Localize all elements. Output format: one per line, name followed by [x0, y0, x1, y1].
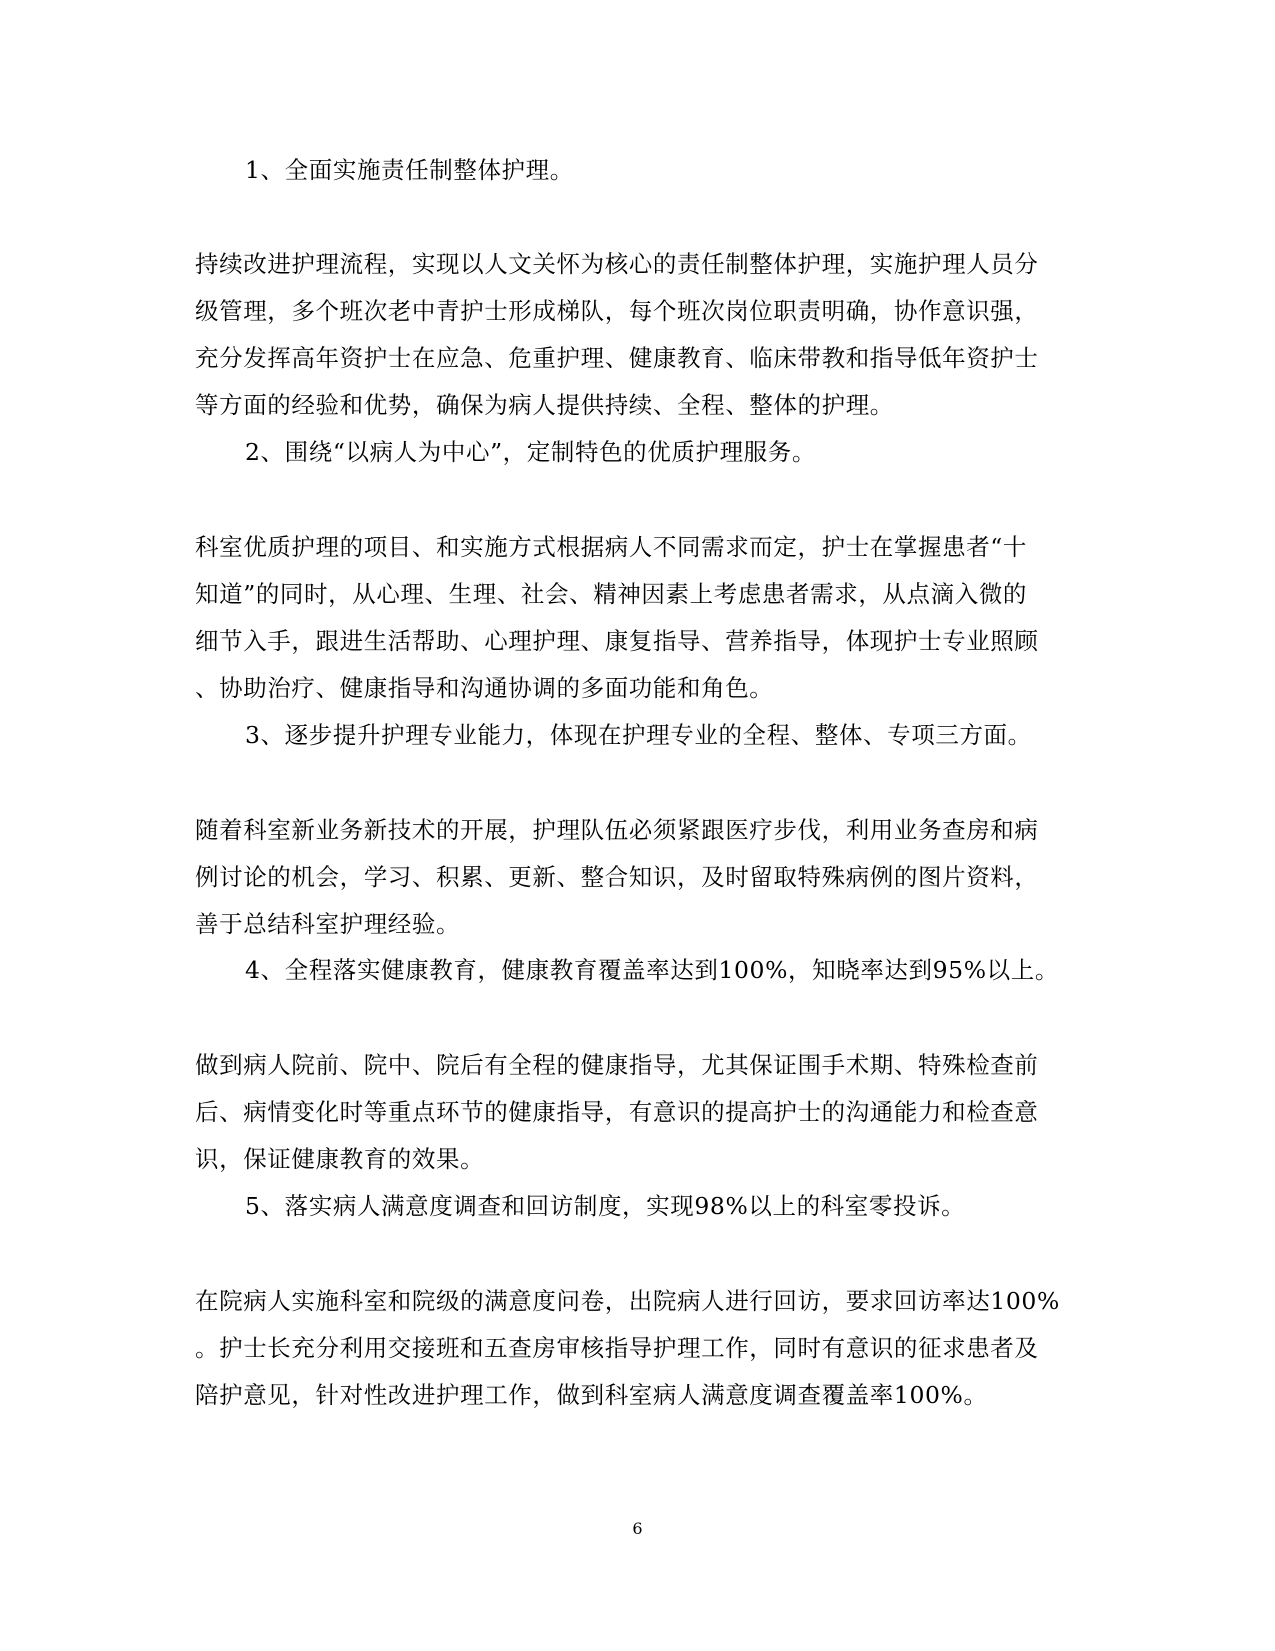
- section-4-line-3: 识，保证健康教育的效果。: [195, 1145, 485, 1173]
- section-2-heading: 2、围绕“以病人为中心”，定制特色的优质护理服务。: [245, 438, 816, 466]
- section-2-line-2: 知道”的同时，从心理、生理、社会、精神因素上考虑患者需求，从点滴入微的: [195, 580, 1028, 608]
- section-2-line-1: 科室优质护理的项目、和实施方式根据病人不同需求而定，护士在掌握患者“十: [195, 533, 1028, 561]
- section-1-heading: 1、全面实施责任制整体护理。: [245, 156, 574, 184]
- section-5-line-3: 陪护意见，针对性改进护理工作，做到科室病人满意度调查覆盖率100%。: [195, 1381, 988, 1409]
- section-4-line-2: 后、病情变化时等重点环节的健康指导，有意识的提高护士的沟通能力和检查意: [195, 1098, 1039, 1126]
- section-1-line-3: 充分发挥高年资护士在应急、危重护理、健康教育、临床带教和指导低年资护士: [195, 344, 1039, 372]
- section-3-line-1: 随着科室新业务新技术的开展，护理队伍必须紧跟医疗步伐，利用业务查房和病: [195, 816, 1039, 844]
- section-1-line-2: 级管理，多个班次老中青护士形成梯队，每个班次岗位职责明确，协作意识强，: [195, 297, 1039, 325]
- section-5-heading: 5、落实病人满意度调查和回访制度，实现98%以上的科室零投诉。: [245, 1192, 966, 1220]
- section-5-line-1: 在院病人实施科室和院级的满意度问卷，出院病人进行回访，要求回访率达100%: [195, 1287, 1060, 1315]
- section-3-heading: 3、逐步提升护理专业能力，体现在护理专业的全程、整体、专项三方面。: [245, 721, 1032, 749]
- section-1-line-1: 持续改进护理流程，实现以人文关怀为核心的责任制整体护理，实施护理人员分: [195, 250, 1039, 278]
- section-4-line-1: 做到病人院前、院中、院后有全程的健康指导，尤其保证围手术期、特殊检查前: [195, 1051, 1039, 1079]
- section-2-line-4: 、协助治疗、健康指导和沟通协调的多面功能和角色。: [195, 674, 774, 702]
- section-3-line-2: 例讨论的机会，学习、积累、更新、整合知识，及时留取特殊病例的图片资料，: [195, 863, 1039, 891]
- section-5-line-2: 。护士长充分利用交接班和五查房审核指导护理工作，同时有意识的征求患者及: [195, 1334, 1039, 1362]
- page-number: 6: [632, 1519, 643, 1538]
- section-3-line-3: 善于总结科室护理经验。: [195, 910, 461, 938]
- section-2-line-3: 细节入手，跟进生活帮助、心理护理、康复指导、营养指导，体现护士专业照顾: [195, 627, 1039, 655]
- section-1-line-4: 等方面的经验和优势，确保为病人提供持续、全程、整体的护理。: [195, 391, 894, 419]
- section-4-heading: 4、全程落实健康教育，健康教育覆盖率达到100%，知晓率达到95%以上。: [245, 956, 1059, 984]
